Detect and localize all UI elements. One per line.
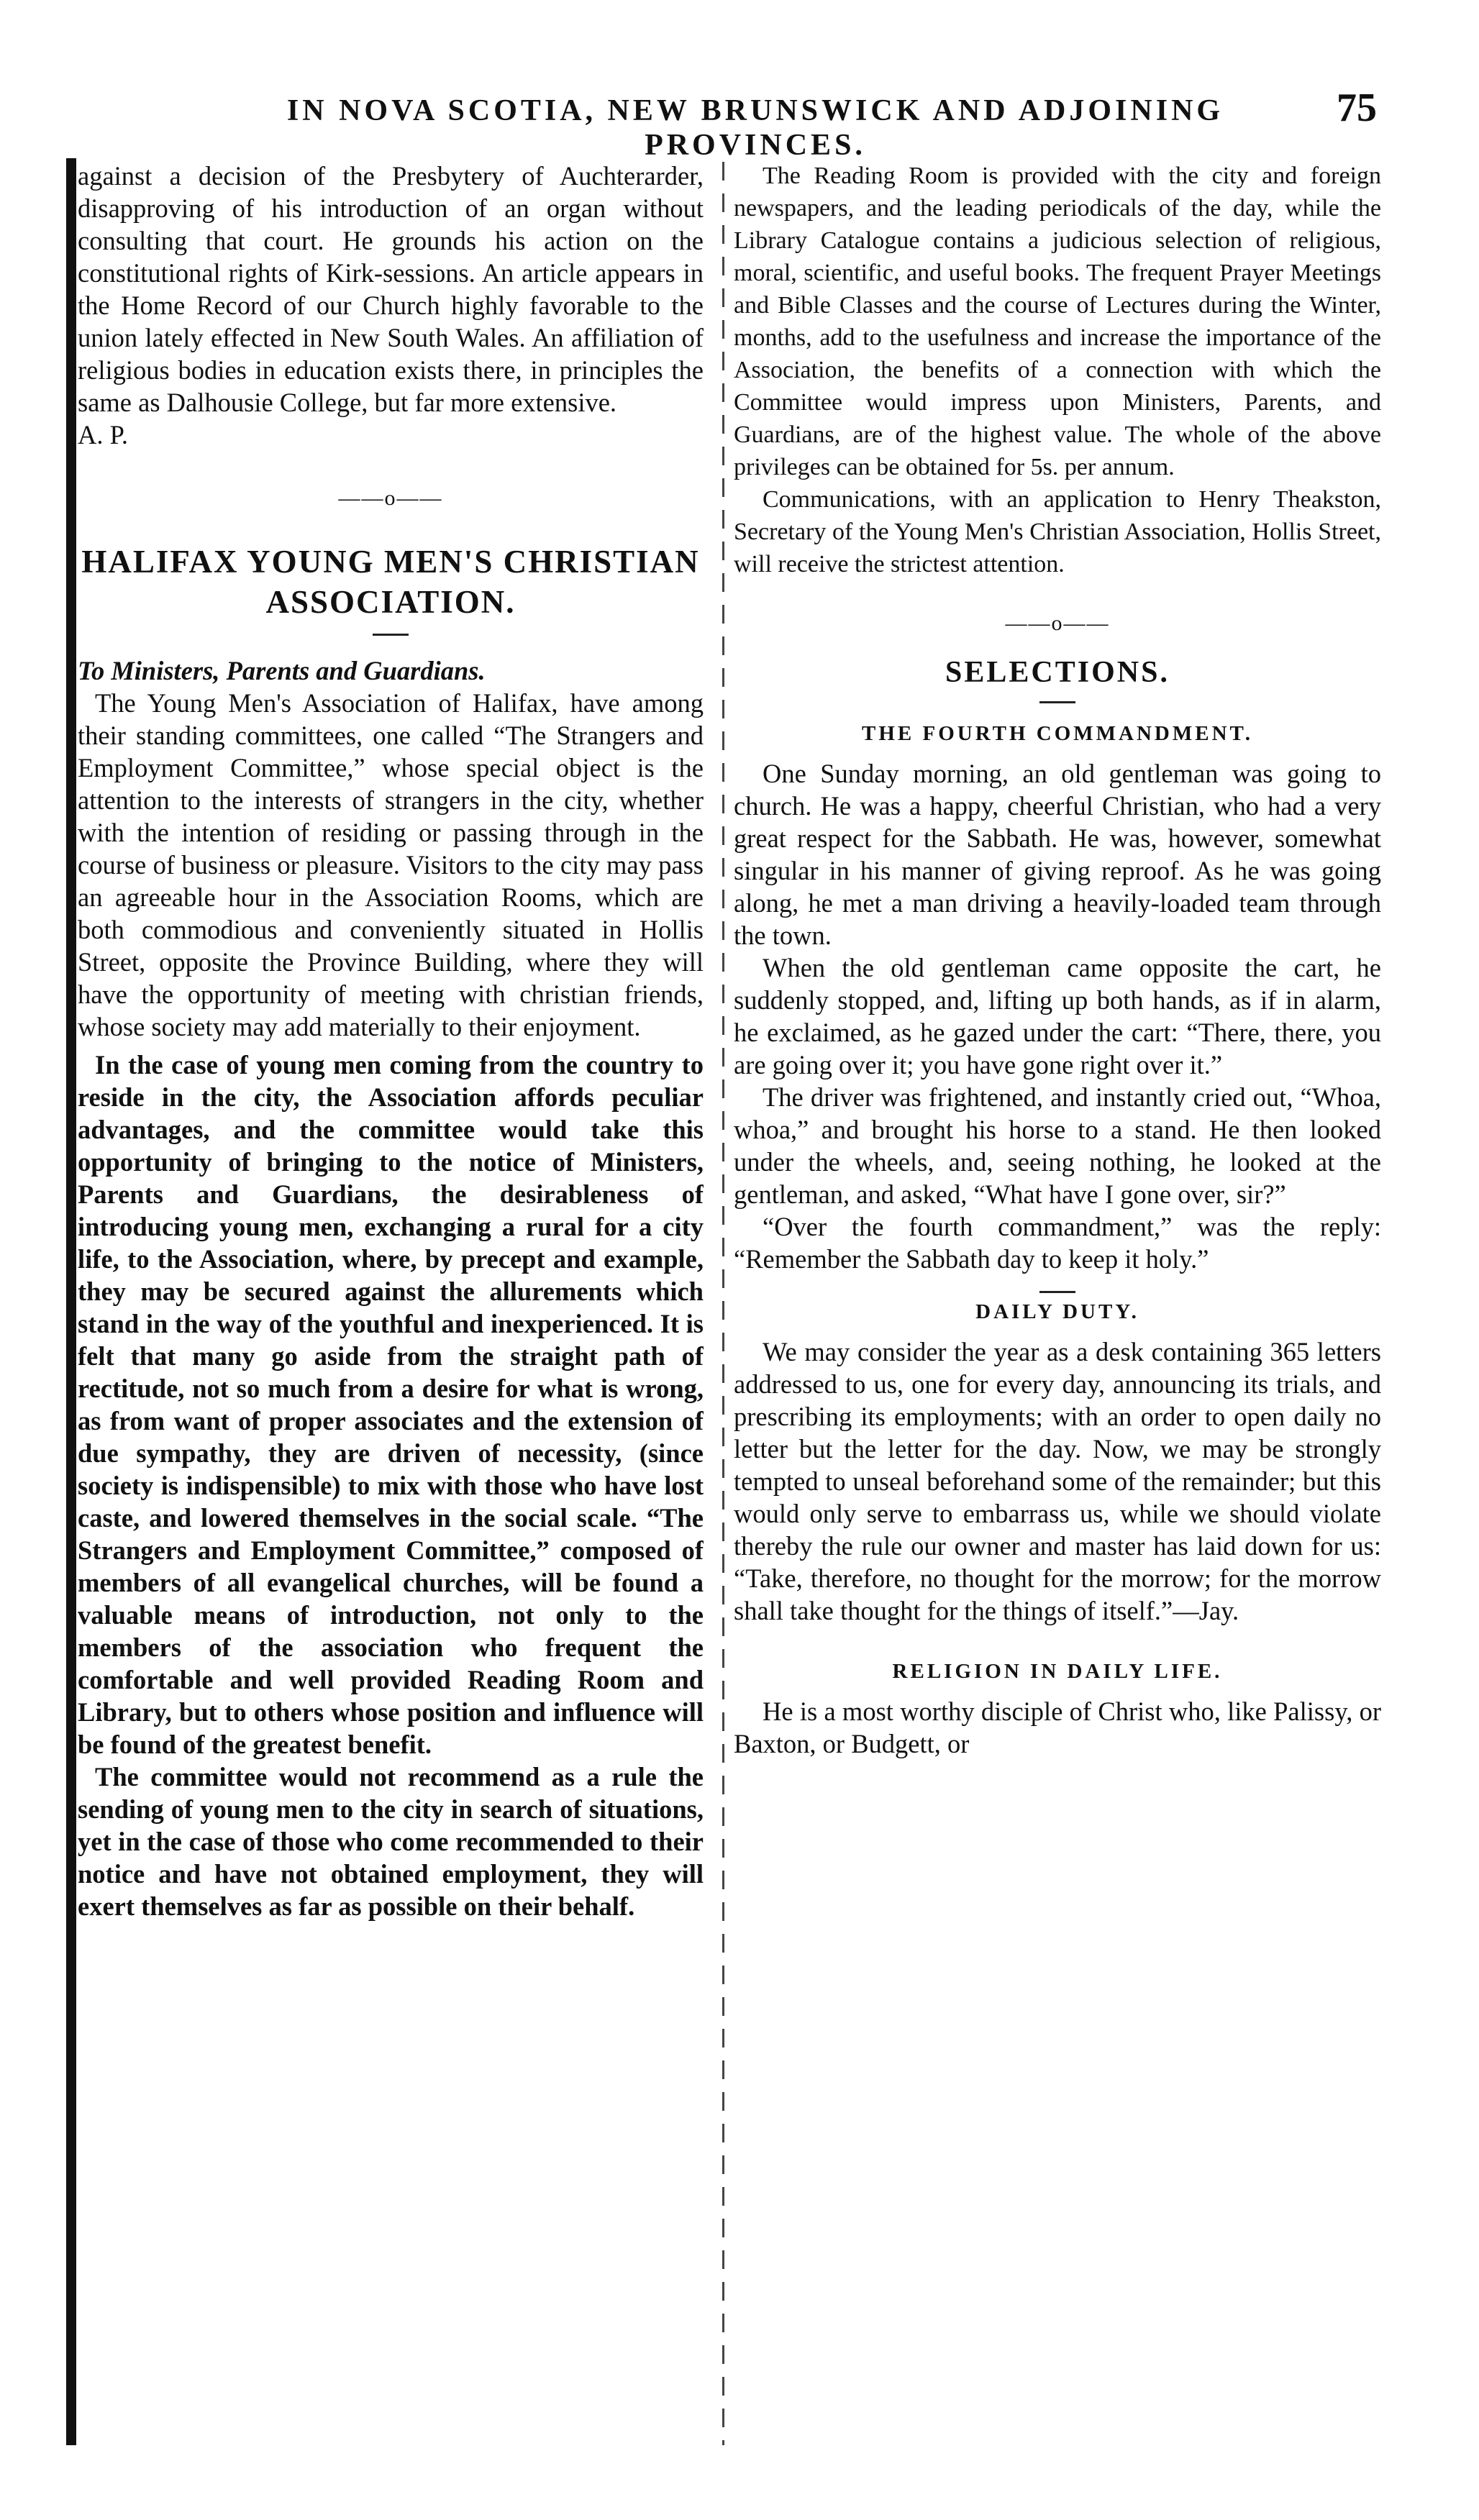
article-paragraph: In the case of young men coming from the country to reside in the city, the Association affords peculiar advantages, and the committee would take this opportunity of bringing to the notice of Ministers, Parents and Guardians, the desirableness of introducing young men, exchanging a rural for a city life, to the Association, where, by precept and example, they may be secured against the allurements which stand in the way of the youthful and inexperienced. It is felt that many go aside from the straight path of rectitude, not so much from a desire for what is wrong, as from want of proper associates and the extension of due sympathy, they are driven of necessity, (since society is indispensible) to mix with those who have lost caste, and lowered themselves in the social scale. “The Strangers and Employment Committee,” composed of members of all evangelical churches, will be found a valuable means of introduction, not only to the members of the association who frequent the comfortable and well provided Reading Room and Library, but to others whose position and influence will be found of the greatest benefit. — [78, 1050, 704, 1759]
story-paragraph: The driver was frightened, and instantly cried out, “Whoa, whoa,” and brought his horse to a stand. He then looked under the wheels, and, seeing nothing, he looked at the gentleman, and asked, “What have I gone over, sir?” — [734, 1082, 1381, 1209]
daily-duty-title: DAILY DUTY. — [975, 1300, 1139, 1323]
binding-edge — [66, 158, 76, 2445]
article-paragraph: The committee would not recommend as a rule the sending of young men to the city in search of situations, yet in the case of those who come recommended to their notice and have not obtained employment, they will exert themselves as far as possible on their behalf. — [78, 1762, 704, 1921]
communications-paragraph: Communications, with an application to Henry Theakston, Secretary of the Young Men's Christian Association, Hollis Street, will receive the strictest attention. — [734, 486, 1381, 578]
title-rule — [1039, 1291, 1075, 1293]
title-rule — [373, 634, 409, 636]
page-number: 75 — [1337, 86, 1377, 130]
story-paragraph: One Sunday morning, an old gentleman was going to church. He was a happy, cheerful Christian, who had a very great respect for the Sabbath. He was, however, somewhat singular in his manner of giving reproof. As he was going along, he met a man driving a heavily-loaded team through the town. — [734, 759, 1381, 950]
right-column — [734, 160, 1381, 2447]
religion-title: RELIGION IN DAILY LIFE. — [892, 1660, 1223, 1683]
title-rule — [1039, 701, 1075, 703]
address-line: To Ministers, Parents and Guardians. — [78, 656, 486, 685]
running-head: IN NOVA SCOTIA, NEW BRUNSWICK AND ADJOINING PROVINCES. — [286, 94, 1224, 162]
article-title: HALIFAX YOUNG MEN'S CHRISTIAN ASSOCIATION. — [81, 544, 700, 620]
religion-paragraph: He is a most worthy disciple of Christ who, like Palissy, or Baxton, or Budgett, or — [734, 1697, 1381, 1758]
daily-duty-paragraph: We may consider the year as a desk containing 365 letters addressed to us, one for every day, announcing its trials, and prescribing its employments; with an order to open daily no letter but the letter for the day. Now, we may be strongly tempted to unseal beforehand some of the remainder; but this would only serve to embarrass us, while we should violate thereby the rule our owner and master has laid down for us: “Take, therefore, no thought for the morrow; for the morrow shall take thought for the things of itself.”—Jay. — [734, 1337, 1381, 1625]
selections-title: SELECTIONS. — [945, 656, 1170, 689]
article-paragraph: The Young Men's Association of Halifax, have among their standing committees, one called “The Strangers and Employment Committee,” whose special object is the attention to the interests of strangers in the city, whether with the intention of residing or passing through in the course of business or pleasure. Visitors to the city may pass an agreeable hour in the Association Rooms, which are both commodious and conveniently situated in Hollis Street, opposite the Province Building, where they will have the opportunity of meeting with christian friends, whose society may add materially to their enjoyment. — [78, 688, 704, 1041]
left-column — [78, 160, 704, 2447]
story-paragraph: When the old gentleman came opposite the cart, he suddenly stopped, and, lifting up both hands, as if in alarm, he exclaimed, as he gazed under the cart: “There, there, you are going over it; you have gone right over it.” — [734, 953, 1381, 1079]
section-divider: ——o—— — [338, 486, 443, 510]
column-divider — [722, 162, 724, 2445]
section-divider: ——o—— — [1005, 611, 1110, 635]
fourth-commandment-title: THE FOURTH COMMANDMENT. — [862, 722, 1253, 745]
continuation-paragraph: against a decision of the Presbytery of Auchterarder, disapproving of his introduction of an organ without consulting that court. He grounds his action on the constitutional rights of Kirk-sessions. An article appears in the Home Record of our Church highly favorable to the union lately effected in New South Wales. An affiliation of religious bodies in education exists there, in principles the same as Dalhousie College, but far more extensive. — [78, 161, 704, 417]
story-paragraph: “Over the fourth commandment,” was the reply: “Remember the Sabbath day to keep it holy.” — [734, 1212, 1381, 1274]
reading-room-paragraph: The Reading Room is provided with the city and foreign newspapers, and the leading periodicals of the day, while the Library Catalogue contains a judicious selection of religious, moral, scientific, and useful books. The frequent Prayer Meetings and Bible Classes and the course of Lectures during the Winter, months, add to the usefulness and increase the importance of the Association, the benefits of a connection with which the Committee would impress upon Ministers, Parents, and Guardians, are of the highest value. The whole of the above privileges can be obtained for 5s. per annum. — [734, 163, 1381, 480]
author-signature: A. P. — [78, 420, 128, 449]
